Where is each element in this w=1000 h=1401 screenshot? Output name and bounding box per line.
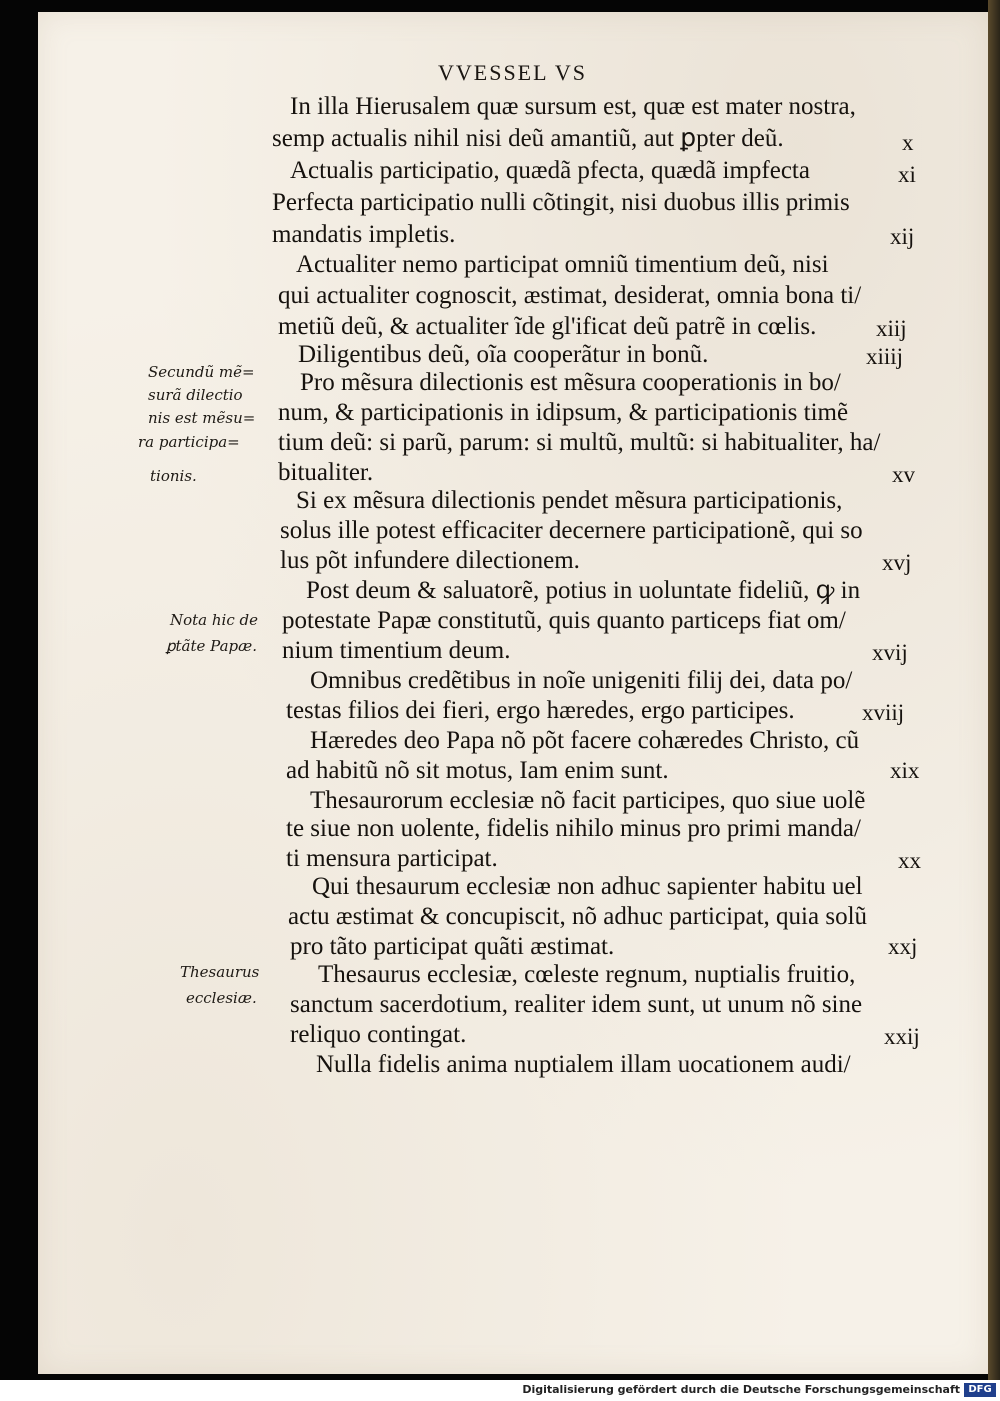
text-line: ad habitũ nõ sit motus, Iam enim sunt. [286, 757, 669, 784]
text-line: num, & participationis in idipsum, & participationis timẽ [278, 399, 849, 426]
text-line: Thesaurus ecclesiæ, cœleste regnum, nuptialis fruitio, [318, 961, 856, 988]
proposition-number: xxij [884, 1024, 920, 1049]
proposition-number: xi [898, 162, 916, 187]
text-line: qui actualiter cognoscit, æstimat, desiderat, omnia bona ti/ [278, 282, 862, 309]
dfg-logo: DFG [964, 1383, 996, 1397]
proposition-number: xvij [872, 640, 908, 665]
text-line: te siue non uolente, fidelis nihilo minus pro primi manda/ [286, 815, 861, 842]
margin-note: Thesaurus [180, 963, 260, 981]
proposition-number: xx [898, 848, 921, 873]
proposition-number: xij [890, 224, 915, 249]
text-line: Si ex mẽsura dilectionis pendet mẽsura participationis, [296, 487, 843, 514]
text-line: reliquo contingat. [290, 1021, 467, 1048]
text-line: Actualiter nemo participat omniũ timentium deũ, nisi [296, 251, 829, 278]
proposition-number: xix [890, 758, 920, 783]
text-line: sanctum sacerdotium, realiter idem sunt, ut unum nõ sine [290, 991, 863, 1018]
text-line: lus põt infundere dilectionem. [280, 547, 580, 574]
text-line: metiũ deũ, & actualiter ĩde gl'ificat deũ patrẽ in cœlis. [278, 313, 817, 340]
book-edge [988, 0, 1000, 1380]
margin-note: tionis. [150, 467, 197, 485]
text-line: Pro mẽsura dilectionis est mẽsura cooperationis in bo/ [300, 369, 841, 396]
text-line: testas filios dei fieri, ergo hæredes, ergo participes. [286, 697, 795, 724]
footer-bar [0, 1380, 1000, 1401]
text-line: actu æstimat & concupiscit, nõ adhuc participat, quia solũ [288, 903, 868, 930]
proposition-number: xxj [888, 934, 918, 959]
margin-note: ecclesiæ. [186, 989, 257, 1007]
funding-credit: Digitalisierung gefördert durch die Deutsche Forschungsgemeinschaft [522, 1383, 960, 1396]
text-line: In illa Hierusalem quæ sursum est, quæ est mater nostra, [290, 93, 856, 120]
text-line: Nulla fidelis anima nuptialem illam uocationem audi/ [316, 1051, 851, 1078]
text-line: Post deum & saluatorẽ, potius in uoluntate fideliũ, ꝙ in [306, 577, 861, 604]
text-line: semp actualis nihil nisi deũ amantiũ, aut ꝑpter deũ. [272, 125, 784, 152]
margin-note: surã dilectio [148, 386, 243, 404]
text-line: mandatis impletis. [272, 221, 456, 248]
proposition-number: xiiij [866, 344, 904, 369]
margin-note: Secundũ mẽ= [148, 363, 255, 381]
text-line: nium timentium deum. [282, 637, 511, 664]
text-line: Thesaurorum ecclesiæ nõ facit participes, quo siue uolẽ [310, 787, 866, 814]
text-line: Qui thesaurum ecclesiæ non adhuc sapienter habitu uel [312, 873, 863, 900]
margin-note: Nota hic de [170, 611, 259, 629]
text-line: ti mensura participat. [286, 845, 498, 872]
proposition-number: x [902, 130, 914, 155]
margin-note: ra participa= [138, 433, 240, 451]
text-line: tium deũ: si parũ, parum: si multũ, multũ: si habitualiter, ha/ [278, 429, 881, 456]
text-line: potestate Papæ constitutũ, quis quanto particeps fiat om/ [282, 607, 846, 634]
text-line: Actualis participatio, quædã pfecta, quædã impfecta [290, 157, 810, 184]
margin-note: ꝑtãte Papæ. [166, 637, 257, 655]
proposition-number: xv [892, 462, 915, 487]
proposition-number: xvj [882, 550, 912, 575]
running-head: VVESSEL VS [438, 60, 587, 85]
text-line: Perfecta participatio nulli cõtingit, nisi duobus illis primis [272, 189, 850, 216]
text-line: Diligentibus deũ, oĩa cooperãtur in bonũ. [298, 341, 709, 368]
text-line: solus ille potest efficaciter decernere participationẽ, qui so [280, 517, 863, 544]
proposition-number: xviij [862, 700, 905, 725]
text-line: Omnibus credẽtibus in noĩe unigeniti filij dei, data po/ [310, 667, 853, 694]
margin-note: nis est mẽsu= [148, 409, 256, 427]
text-line: pro tãto participat quãti æstimat. [290, 933, 615, 960]
text-line: bitualiter. [278, 459, 374, 486]
text-line: Hæredes deo Papa nõ põt facere cohæredes Christo, cũ [310, 727, 860, 754]
proposition-number: xiij [876, 316, 907, 341]
